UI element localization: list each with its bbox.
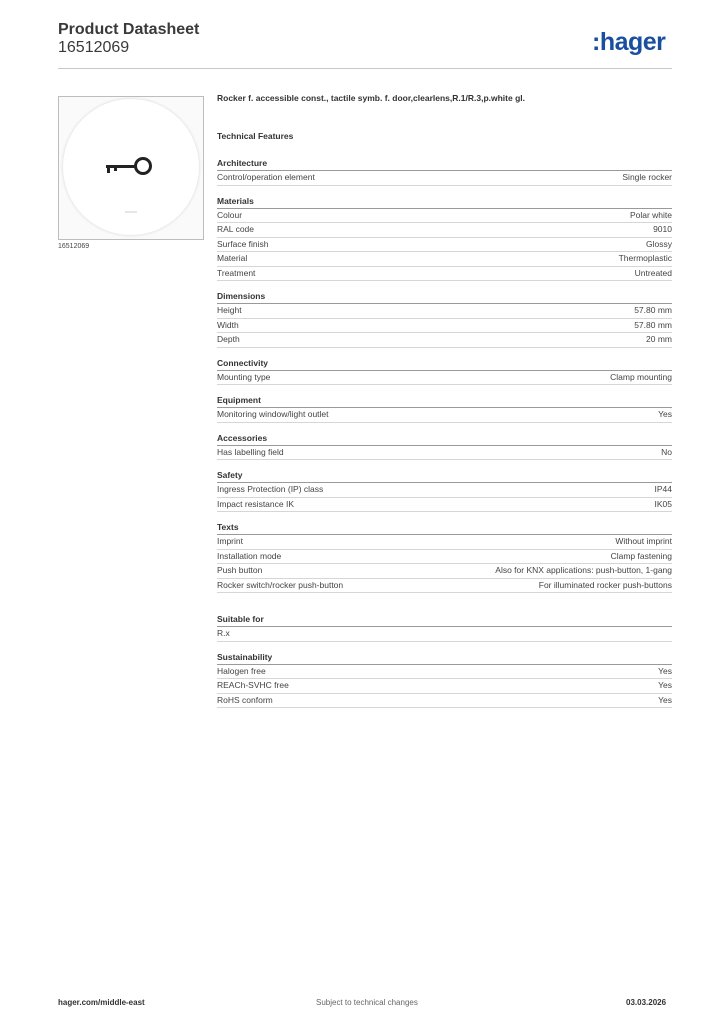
hager-logo[interactable]: :hager <box>592 28 666 56</box>
spec-section <box>217 357 672 386</box>
spec-row <box>217 498 672 513</box>
spec-label: RAL code <box>217 224 255 234</box>
spec-row <box>217 665 672 680</box>
spec-value: 57.80 mm <box>634 319 672 330</box>
spec-label: Colour <box>217 209 243 220</box>
spec-value: 9010 <box>653 224 672 234</box>
section-title: Suitable for <box>217 613 672 627</box>
spec-value: For illuminated rocker push-buttons <box>538 579 672 590</box>
spec-section <box>217 521 672 593</box>
spec-label: Impact resistance IK <box>217 498 295 509</box>
spec-value: Single rocker <box>622 172 672 182</box>
image-caption: 16512069 <box>58 243 90 250</box>
spec-label: Monitoring window/light outlet <box>217 409 329 419</box>
spec-row <box>217 371 672 386</box>
product-description: Rocker f. accessible const., tactile symb. f. door,clearlens,R.1/R.3,p.white gl. <box>217 93 525 103</box>
spec-value: Thermoplastic <box>618 253 672 263</box>
rocker-plate <box>63 99 199 235</box>
product-number: 16512069 <box>58 39 130 56</box>
spec-row <box>217 238 672 253</box>
footer-date: 03.03.2026 <box>626 998 667 1007</box>
spec-label: R.x <box>217 628 230 638</box>
section-title: Architecture <box>217 157 672 171</box>
spec-row <box>217 627 672 642</box>
spec-label: RoHS conform <box>217 694 273 705</box>
spec-value: 57.80 mm <box>634 305 672 315</box>
section-title: Dimensions <box>217 290 672 304</box>
spec-value: Yes <box>658 665 672 676</box>
spec-row <box>217 333 672 348</box>
spec-value: Clamp fastening <box>610 550 672 561</box>
spec-row <box>217 564 672 579</box>
spec-label: Treatment <box>217 267 256 278</box>
spec-row <box>217 223 672 238</box>
spec-section <box>217 394 672 423</box>
spec-row <box>217 446 672 461</box>
spec-label: Height <box>217 305 242 315</box>
spec-label: REACh-SVHC free <box>217 680 289 690</box>
header-divider <box>58 68 672 69</box>
spec-label: Material <box>217 253 248 263</box>
spec-row <box>217 319 672 334</box>
light-outlet <box>125 211 137 213</box>
spec-section <box>217 157 672 186</box>
spec-value: No <box>661 446 672 457</box>
spec-label: Push button <box>217 565 263 575</box>
section-title: Equipment <box>217 394 672 408</box>
footer-notice: Subject to technical changes <box>316 998 418 1007</box>
spec-row <box>217 550 672 565</box>
spec-value: 20 mm <box>646 334 672 344</box>
spec-label: Mounting type <box>217 371 271 382</box>
section-title: Sustainability <box>217 651 672 665</box>
spec-value: Yes <box>658 680 672 690</box>
spec-value: Untreated <box>634 267 672 278</box>
spec-row <box>217 483 672 498</box>
spec-row <box>217 267 672 282</box>
technical-features-heading: Technical Features <box>217 131 294 141</box>
spec-value: Polar white <box>629 209 672 220</box>
spec-value: IK05 <box>654 498 672 509</box>
spec-label: Installation mode <box>217 550 282 561</box>
spec-label: Rocker switch/rocker push-button <box>217 579 344 590</box>
spec-value: IP44 <box>654 484 672 494</box>
spec-row <box>217 408 672 423</box>
spec-value: Glossy <box>646 238 672 249</box>
spec-label: Imprint <box>217 536 243 546</box>
spec-label: Has labelling field <box>217 446 284 457</box>
spec-row <box>217 679 672 694</box>
spec-label: Surface finish <box>217 238 269 249</box>
product-image <box>58 96 204 240</box>
spec-value: Also for KNX applications: push-button, 1-gang <box>495 565 672 575</box>
section-title: Connectivity <box>217 357 672 371</box>
section-title: Texts <box>217 521 672 535</box>
spec-row <box>217 304 672 319</box>
section-title: Accessories <box>217 432 672 446</box>
spec-section <box>217 613 672 642</box>
spec-section <box>217 432 672 461</box>
spec-section <box>217 469 672 512</box>
spec-row <box>217 579 672 594</box>
spec-label: Control/operation element <box>217 172 315 182</box>
spec-label: Depth <box>217 334 240 344</box>
spec-row <box>217 171 672 186</box>
spec-row <box>217 252 672 267</box>
spec-label: Ingress Protection (IP) class <box>217 484 324 494</box>
spec-section <box>217 195 672 282</box>
section-title: Materials <box>217 195 672 209</box>
spec-content <box>217 93 672 717</box>
spec-label: Width <box>217 319 239 330</box>
spec-value: Without imprint <box>615 536 672 546</box>
spec-sections <box>217 157 672 708</box>
spec-value: Yes <box>658 694 672 705</box>
footer-website-link[interactable]: hager.com/middle-east <box>58 998 145 1007</box>
page-title: Product Datasheet <box>58 21 200 38</box>
spec-section <box>217 651 672 709</box>
section-title: Safety <box>217 469 672 483</box>
spec-row <box>217 694 672 709</box>
spec-row <box>217 535 672 550</box>
spec-value: Yes <box>658 409 672 419</box>
spec-value: Clamp mounting <box>610 371 672 382</box>
spec-row <box>217 209 672 224</box>
spec-section <box>217 290 672 348</box>
spec-label: Halogen free <box>217 665 266 676</box>
